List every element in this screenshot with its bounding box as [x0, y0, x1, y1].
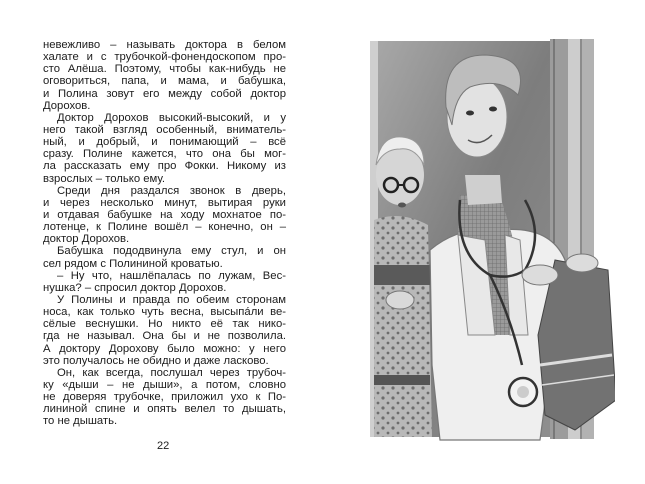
- text-line: и Полина зовут его между собой доктор: [43, 87, 286, 100]
- text-line: это получалось не обидно и даже ласково.: [43, 354, 269, 367]
- text-line: ный, и добрый, и понимающий – всё: [43, 136, 286, 149]
- text-line: А доктору Дорохову было можно: у него: [43, 342, 286, 355]
- text-line: нушка? – спросил доктор Дорохов.: [43, 281, 227, 294]
- text-line: гда не называл. Она бы и не позволила.: [43, 330, 286, 343]
- text-line: доктор Дорохов.: [43, 233, 130, 246]
- text-line: носа, как только чуть весна, высыпáли ве-: [43, 306, 286, 319]
- text-line: ку «дыши – не дыши», а потом, словно: [43, 378, 286, 391]
- doctor-illustration: [360, 35, 615, 445]
- text-line: то не дышать.: [43, 415, 118, 428]
- text-line: взрослых – только ему.: [43, 172, 166, 185]
- text-line: не доверяя трубочке, приложил ухо к По-: [43, 391, 286, 404]
- text-line: невежливо – называть доктора в белом: [43, 39, 286, 51]
- text-line: лининой спине и опять велел то дышать,: [43, 403, 286, 416]
- text-line: сто Алёша. Поэтому, чтобы как-нибудь не: [43, 63, 286, 76]
- text-line: Бабушка пододвинула ему стул, и он: [57, 245, 286, 258]
- text-line: и отдавая бабушке на ходу мохнатое по-: [43, 208, 286, 221]
- text-line: халате и с трубочкой-фонендоскопом про-: [43, 51, 286, 64]
- text-line: Среди дня раздался звонок в дверь,: [57, 184, 286, 197]
- text-column: [43, 39, 286, 428]
- page-number: 22: [157, 440, 170, 452]
- text-line: сразу. Полине кажется, что она бы мог-: [43, 148, 286, 161]
- text-line: сёлые веснушки. Но никто её так нико-: [43, 318, 286, 331]
- text-line: – Ну что, нашлёпалась по лужам, Вес-: [57, 269, 286, 282]
- text-line: сел рядом с Полининой кроватью.: [43, 257, 223, 270]
- text-line: ла рассказать ему про Фокки. Никому из: [43, 160, 286, 173]
- text-line: лотенце, к Полине вошёл – конечно, он –: [43, 221, 286, 234]
- text-line: и через несколько минут, вытирая руки: [43, 196, 286, 209]
- text-line: Доктор Дорохов высокий-высокий, и у: [57, 111, 286, 124]
- text-line: оговориться, папа, и мама, и бабушка,: [43, 75, 286, 88]
- text-line: него такой взгляд особенный, вниматель-: [43, 123, 286, 136]
- grandmother-figure: [374, 137, 432, 437]
- text-line: Он, как всегда, послушал через трубоч-: [57, 366, 286, 379]
- text-line: У Полины и правда по обеим сторонам: [57, 293, 286, 306]
- text-line: Дорохов.: [43, 99, 91, 112]
